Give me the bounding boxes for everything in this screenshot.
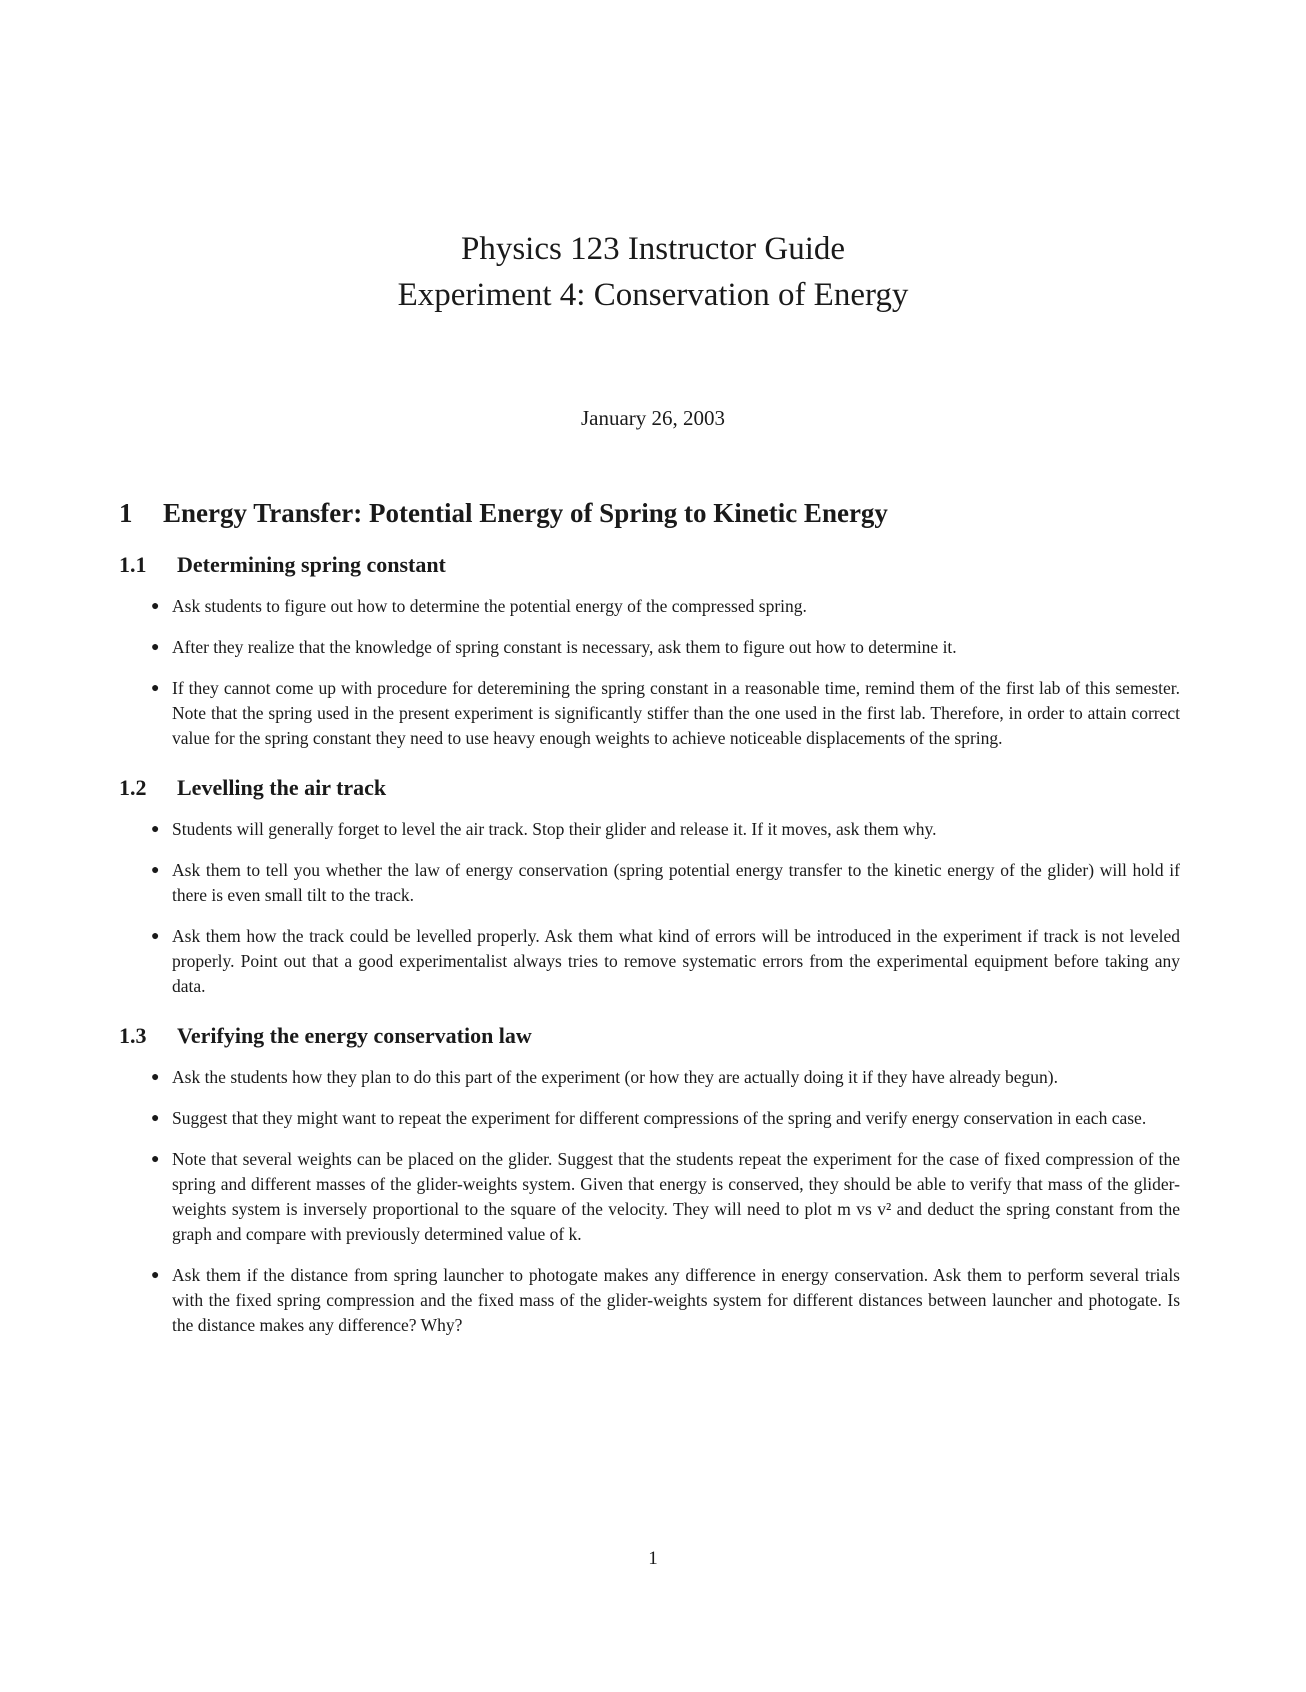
bullet-icon: ●	[151, 1111, 160, 1126]
subsection-title: Levelling the air track	[177, 775, 387, 800]
list-item-text: After they realize that the knowledge of spring constant is necessary, ask them to figure out how to determine it.	[172, 637, 957, 657]
subsection-title: Determining spring constant	[177, 552, 446, 577]
section-number: 1	[119, 498, 133, 528]
document-subtitle: Experiment 4: Conservation of Energy	[397, 277, 909, 313]
list-item-text: Ask them how the track could be levelled properly. Ask them what kind of errors will be introduced in the experiment if track is not leveled properly. Point out that a good experimentalist always tries to remove systematic errors from the experimental equipment before taking any data.	[172, 926, 1180, 996]
list-item-text: Students will generally forget to level the air track. Stop their glider and release it. If it moves, ask them why.	[172, 819, 937, 839]
list-item-text: Ask students to figure out how to determine the potential energy of the compressed spring.	[172, 596, 807, 616]
list-item-text: Ask them if the distance from spring launcher to photogate makes any difference in energy conservation. Ask them to perform several trials with the fixed spring compression and the fixed mass of the glider-weights system for different distances between launcher and photogate. Is the distance makes any difference? Why?	[172, 1265, 1180, 1335]
subsection-number: 1.1	[119, 552, 147, 577]
bullet-list	[119, 817, 1180, 999]
list-item	[119, 1065, 1180, 1090]
list-item-text: Ask them to tell you whether the law of energy conservation (spring potential energy transfer to the kinetic energy of the glider) will hold if there is even small tilt to the track.	[172, 860, 1180, 905]
subsection-title: Verifying the energy conservation law	[177, 1023, 532, 1048]
bullet-icon: ●	[151, 929, 160, 944]
subsection-levelling	[119, 773, 1180, 999]
bullet-list	[119, 1065, 1180, 1338]
section-heading	[119, 496, 1180, 530]
bullet-icon: ●	[151, 822, 160, 837]
subsection-number: 1.2	[119, 775, 147, 800]
bullet-icon: ●	[151, 640, 160, 655]
bullet-icon: ●	[151, 1268, 160, 1283]
bullet-icon: ●	[151, 681, 160, 696]
bullet-list	[119, 594, 1180, 751]
section-title: Energy Transfer: Potential Energy of Spring to Kinetic Energy	[163, 498, 888, 528]
list-item	[119, 676, 1180, 751]
subsection-energy-conservation	[119, 1021, 1180, 1338]
list-item	[119, 817, 1180, 842]
list-item	[119, 924, 1180, 999]
bullet-icon: ●	[151, 1152, 160, 1167]
page-number: 1	[648, 1548, 658, 1569]
document-title: Physics 123 Instructor Guide	[460, 231, 846, 267]
list-item	[119, 1106, 1180, 1131]
subsection-spring-constant	[119, 550, 1180, 751]
list-item-text: If they cannot come up with procedure for deteremining the spring constant in a reasonable time, remind them of the first lab of this semester. Note that the spring used in the present experiment is significantly stiffer than the one used in the first lab. Therefore, in order to attain correct value for the spring constant they need to use heavy enough weights to achieve noticeable displacements of the spring.	[172, 678, 1180, 748]
document-body	[119, 496, 1180, 1360]
bullet-icon: ●	[151, 1070, 160, 1085]
list-item	[119, 858, 1180, 908]
subsection-number: 1.3	[119, 1023, 147, 1048]
list-item	[119, 1263, 1180, 1338]
bullet-icon: ●	[151, 599, 160, 614]
list-item	[119, 1147, 1180, 1247]
list-item-text: Note that several weights can be placed on the glider. Suggest that the students repeat the experiment for the case of fixed compression of the spring and different masses of the glider-weights system. Given that energy is conserved, they should be able to verify that mass of the glider-weights system is inversely proportional to the square of the velocity. They will need to plot m vs v² and deduct the spring constant from the graph and compare with previously determined value of k.	[172, 1149, 1180, 1244]
list-item-text: Ask the students how they plan to do this part of the experiment (or how they are actually doing it if they have already begun).	[172, 1067, 1058, 1087]
subsection-heading	[119, 773, 1180, 803]
list-item	[119, 594, 1180, 619]
subsection-heading	[119, 1021, 1180, 1051]
list-item-text: Suggest that they might want to repeat the experiment for different compressions of the spring and verify energy conservation in each case.	[172, 1108, 1147, 1128]
document-date: January 26, 2003	[580, 406, 726, 430]
subsection-heading	[119, 550, 1180, 580]
title-block	[0, 226, 1306, 318]
bullet-icon: ●	[151, 863, 160, 878]
list-item	[119, 635, 1180, 660]
